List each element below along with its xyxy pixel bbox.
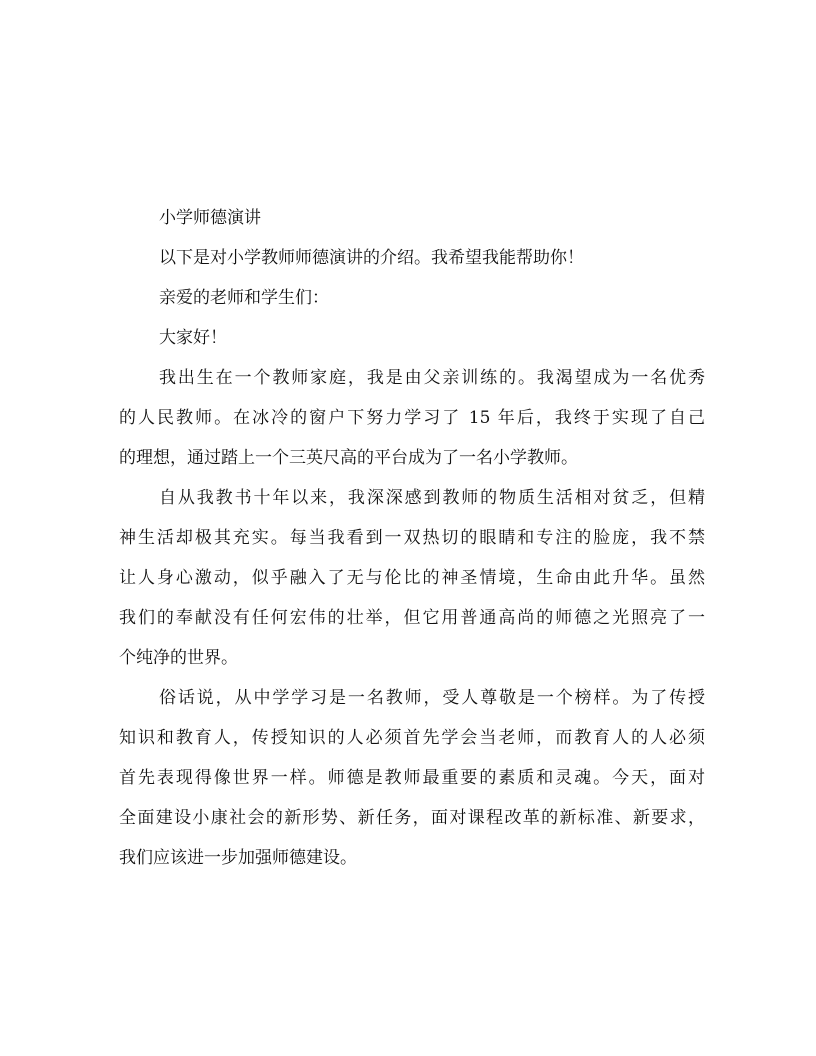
paragraph-3 bbox=[119, 678, 705, 878]
paragraph-line: 的人民教师。在冰冷的窗户下努力学习了 15 年后，我终于实现了自己 bbox=[119, 408, 705, 428]
paragraph-line: 自从我教书十年以来，我深深感到教师的物质生活相对贫乏，但精 bbox=[159, 488, 705, 508]
paragraph-line: 俗话说，从中学学习是一名教师，受人尊敬是一个榜样。为了传授 bbox=[159, 688, 705, 708]
paragraph-line: 全面建设小康社会的新形势、新任务，面对课程改革的新标准、新要求， bbox=[119, 808, 705, 828]
paragraph-line: 首先表现得像世界一样。师德是教师最重要的素质和灵魂。今天，面对 bbox=[119, 768, 705, 788]
paragraph-line: 的理想，通过踏上一个三英尺高的平台成为了一名小学教师。 bbox=[119, 448, 578, 468]
paragraph-line: 我出生在一个教师家庭，我是由父亲训练的。我渴望成为一名优秀 bbox=[159, 368, 705, 388]
paragraph-line: 个纯净的世界。 bbox=[119, 648, 238, 668]
document-title: 小学师德演讲 bbox=[159, 208, 261, 228]
greeting-line: 大家好！ bbox=[159, 328, 227, 348]
salutation-line: 亲爱的老师和学生们： bbox=[159, 288, 329, 308]
document-body bbox=[119, 198, 705, 878]
paragraph-line: 知识和教育人，传授知识的人必须首先学会当老师，而教育人的人必须 bbox=[119, 728, 705, 748]
intro-line: 以下是对小学教师师德演讲的介绍。我希望我能帮助你！ bbox=[159, 248, 584, 268]
paragraph-1 bbox=[119, 358, 705, 478]
paragraph-line: 我们的奉献没有任何宏伟的壮举，但它用普通高尚的师德之光照亮了一 bbox=[119, 608, 705, 628]
paragraph-line: 让人身心激动，似乎融入了无与伦比的神圣情境，生命由此升华。虽然 bbox=[119, 568, 705, 588]
paragraph-line: 我们应该进一步加强师德建设。 bbox=[119, 848, 357, 868]
paragraph-line: 神生活却极其充实。每当我看到一双热切的眼睛和专注的脸庞，我不禁 bbox=[119, 528, 705, 548]
paragraph-2 bbox=[119, 478, 705, 678]
